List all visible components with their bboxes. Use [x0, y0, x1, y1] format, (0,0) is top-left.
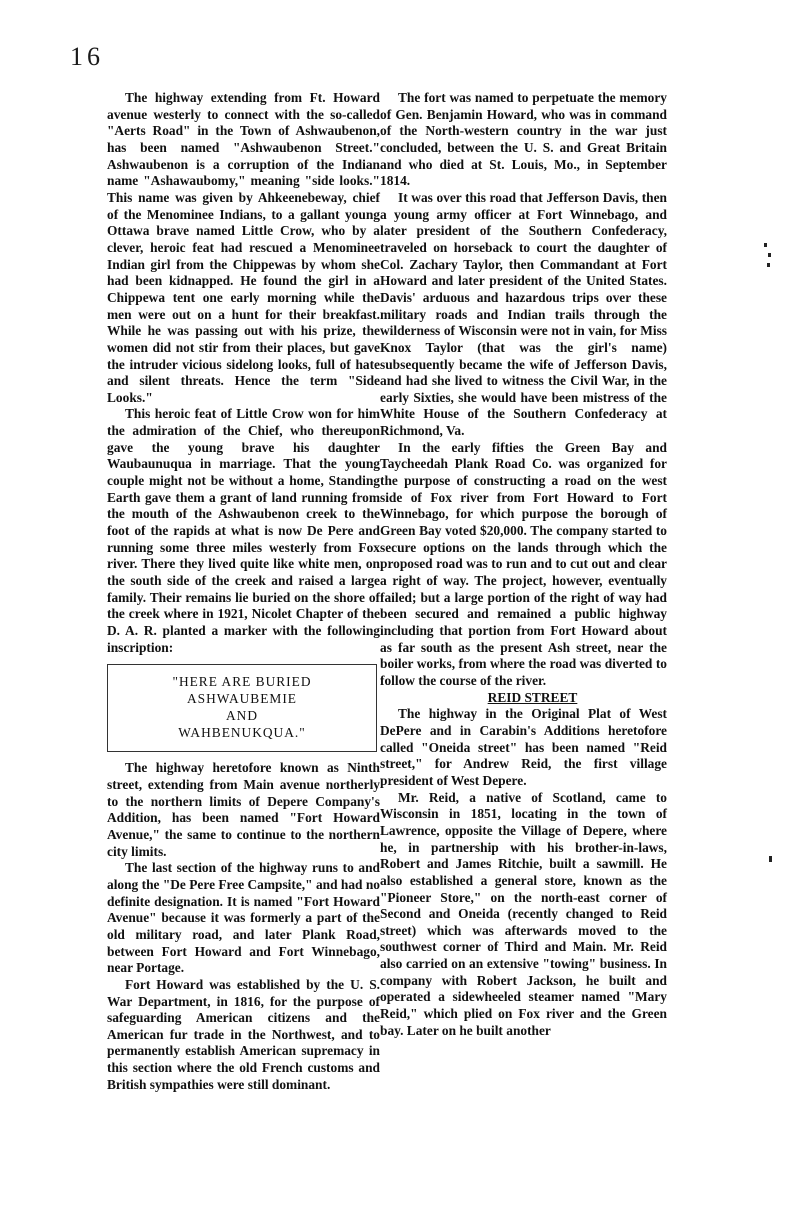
section-heading-reid-street: REID STREET [487, 689, 578, 705]
paragraph-ashwaubenon-street: The highway extending from Ft. Howard avenue westerly to connect with the so-called "Aerts Road" in the Town of Ashwaubenon, has been named "Ashwaubenon Street." Ashwaubenon is a corruption of the Indian name "Ashawaubomy," meaning "side looks." This name was given by Ahkeenebeway, chief of the Menominee Indians, to a gallant young Ottawa brave named Little Crow, who by a clever, heroic feat had rescued a Menominee Indian girl from the Chippewas by whom she had been kidnapped. He found the girl in a Chippewa tent one early morning while the men were out on a hunt for their breakfast. While he was passing out with his prize, the women did not stir from their places, but gave the intruder vicious sidelong looks, full of hate and silent threats. Hence the term "Side Looks." [107, 90, 380, 405]
paragraph-plank-road: In the early fifties the Green Bay and Taycheedah Plank Road Co. was organized for the purpose of constructing a road on the west side of Fox river from Fort Howard to Fort Winnebago, for which purpose the borough of Green Bay voted $20,000. The company started to secure options on the lands through which the proposed road was to run and to cut out and clear a right of way. The project, however, eventually failed; but a large portion of the right of way had been secured and remained a public highway including that portion from Fort Howard about as far south as the present Ash street, near the boiler works, from where the road was diverted to follow the course of the river. [380, 439, 667, 688]
margin-dot [769, 856, 772, 862]
paragraph-campsite-section: The last section of the highway runs to and along the "De Pere Free Campsite," and had no definite designation. It is named "Fort Howard Avenue" because it was formerly a part of the old military road, and later Plank Road, between Fort Howard and Fort Winnebago, near Portage. [107, 860, 380, 976]
paragraph-reid-street: The highway in the Original Plat of West DePere and in Carabin's Additions heretofore called "Oneida street" has been named "Reid street," for Andrew Reid, the first village president of West Depere. [380, 706, 667, 788]
inscription-line: ASHWAUBEMIE [187, 691, 297, 707]
inscription-box [107, 664, 377, 752]
margin-dot [767, 263, 770, 267]
page-number: 16 [70, 42, 104, 71]
paragraph-mr-reid: Mr. Reid, a native of Scotland, came to Wisconsin in 1851, locating in the town of Lawrence, opposite the Village of Depere, where he, in partnership with his brother-in-laws, Robert and James Ritchie, built a sawmill. He also established a general store, known as the "Pioneer Store," on the north-east corner of Second and Oneida (recently changed to Reid street) which was afterwards moved to the southwest corner of Third and Main. Mr. Reid also carried on an extensive "towing" business. In company with Robert Jackson, he built and operated a sidewheeled steamer named "Mary Reid," which plied on Fox river and the Green bay. Later on he built another [380, 789, 667, 1038]
inscription-line: WAHBENUKQUA." [178, 725, 306, 741]
margin-dot [764, 243, 767, 247]
paragraph-fort-named: The fort was named to perpetuate the memory of Gen. Benjamin Howard, who was in command of the North-western country in the war just concluded, between the U. S. and Great Britain and who died at St. Louis, Mo., in September 1814. [380, 90, 667, 189]
paragraph-ninth-street: The highway heretofore known as Ninth street, extending from Main avenue northerly to the northern limits of Depere Company's Addition, has been named "Fort Howard Avenue," the same to continue to the northern city limits. [107, 760, 380, 859]
inscription-line: "HERE ARE BURIED [172, 674, 312, 690]
paragraph-fort-howard: Fort Howard was established by the U. S. War Department, in 1816, for the purpose of safeguarding American citizens and the American fur trade in the Northwest, and to permanently establish American supremacy in this section where the old French customs and British sympathies were still dominant. [107, 976, 380, 1092]
right-column [380, 90, 667, 1039]
left-column [107, 90, 380, 1093]
paragraph-little-crow: This heroic feat of Little Crow won for him the admiration of the Chief, who thereupon gave the young brave his daughter Waubaunuqua in marriage. That the young couple might not be without a home, Standing Earth gave them a grant of land running from the mouth of the Ashwaubenon creek to the foot of the rapids at what is now De Pere and running some three miles westerly from Fox river. There they lived quite like white men, on the south side of the creek and raised a large family. Their remains lie buried on the shore of the creek where in 1921, Nicolet Chapter of the D. A. R. planted a marker with the following inscription: [107, 406, 380, 655]
margin-dot [768, 253, 771, 257]
inscription-line: AND [225, 708, 258, 724]
paragraph-jefferson-davis: It was over this road that Jefferson Davis, then a young army officer at Fort Winnebago, and later president of the Southern Confederacy, traveled on horseback to court the daughter of Col. Zachary Taylor, then Commandant at Fort Howard and later president of the United States. Davis' arduous and hazardous trips over these military roads and Indian trails through the wilderness of Wisconsin were not in vain, for Miss Knox Taylor (that was the girl's name) subsequently became the wife of Jefferson Davis, and had she lived to witness the Civil War, in the early Sixties, she would have been mistress of the White House of the Southern Confederacy at Richmond, Va. [380, 189, 667, 439]
